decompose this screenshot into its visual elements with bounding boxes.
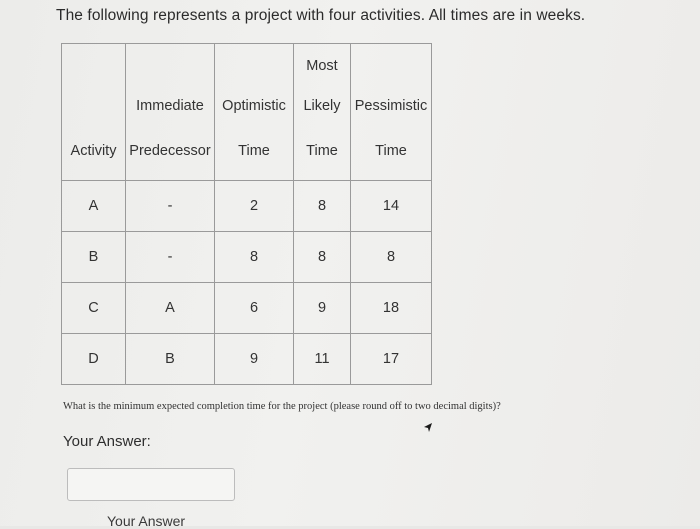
table-row: [62, 283, 432, 334]
prompt-text: What is the minimum expected completion time for the project (please round off to two decimal digits)?: [63, 401, 501, 412]
header-predecessor-line2: Predecessor: [129, 143, 211, 159]
header-optimistic-line1: Optimistic: [222, 98, 286, 114]
cell-optimistic: 2: [215, 181, 294, 232]
cell-pessimistic: 18: [351, 283, 432, 334]
cell-likely: 8: [294, 232, 351, 283]
answer-label: Your Answer:: [63, 433, 151, 450]
table-row: [62, 334, 432, 385]
header-pessimistic-line2: Time: [375, 143, 407, 159]
header-pessimistic: [351, 44, 432, 181]
table-row: [62, 232, 432, 283]
header-pessimistic-line1: Pessimistic: [354, 98, 428, 114]
cell-predecessor: -: [126, 181, 215, 232]
cell-optimistic: 6: [215, 283, 294, 334]
cell-activity: D: [62, 334, 126, 385]
cell-optimistic: 9: [215, 334, 294, 385]
cell-activity: B: [62, 232, 126, 283]
header-optimistic-line2: Time: [238, 143, 270, 159]
cell-predecessor: B: [126, 334, 215, 385]
cell-pessimistic: 8: [351, 232, 432, 283]
header-likely-line1: Most: [306, 58, 338, 74]
mouse-pointer-icon: [421, 421, 435, 435]
cell-predecessor: A: [126, 283, 215, 334]
header-likely-line3: Time: [306, 143, 338, 159]
header-likely: [294, 44, 351, 181]
header-likely-line2: Likely: [303, 98, 341, 114]
cell-activity: A: [62, 181, 126, 232]
header-activity: [62, 44, 126, 181]
cell-pessimistic: 14: [351, 181, 432, 232]
answer-input[interactable]: [67, 468, 235, 501]
table-header-row: [62, 44, 432, 181]
cell-likely: 11: [294, 334, 351, 385]
header-activity-label: Activity: [70, 143, 117, 159]
cell-optimistic: 8: [215, 232, 294, 283]
cell-likely: 8: [294, 181, 351, 232]
cell-pessimistic: 17: [351, 334, 432, 385]
header-predecessor: [126, 44, 215, 181]
activity-table: [61, 43, 432, 385]
header-optimistic: [215, 44, 294, 181]
cell-likely: 9: [294, 283, 351, 334]
question-text: The following represents a project with four activities. All times are in weeks.: [56, 7, 586, 24]
answer-footer-label: Your Answer: [107, 513, 186, 529]
header-predecessor-line1: Immediate: [136, 98, 204, 114]
table-row: [62, 181, 432, 232]
cell-activity: C: [62, 283, 126, 334]
cell-predecessor: -: [126, 232, 215, 283]
